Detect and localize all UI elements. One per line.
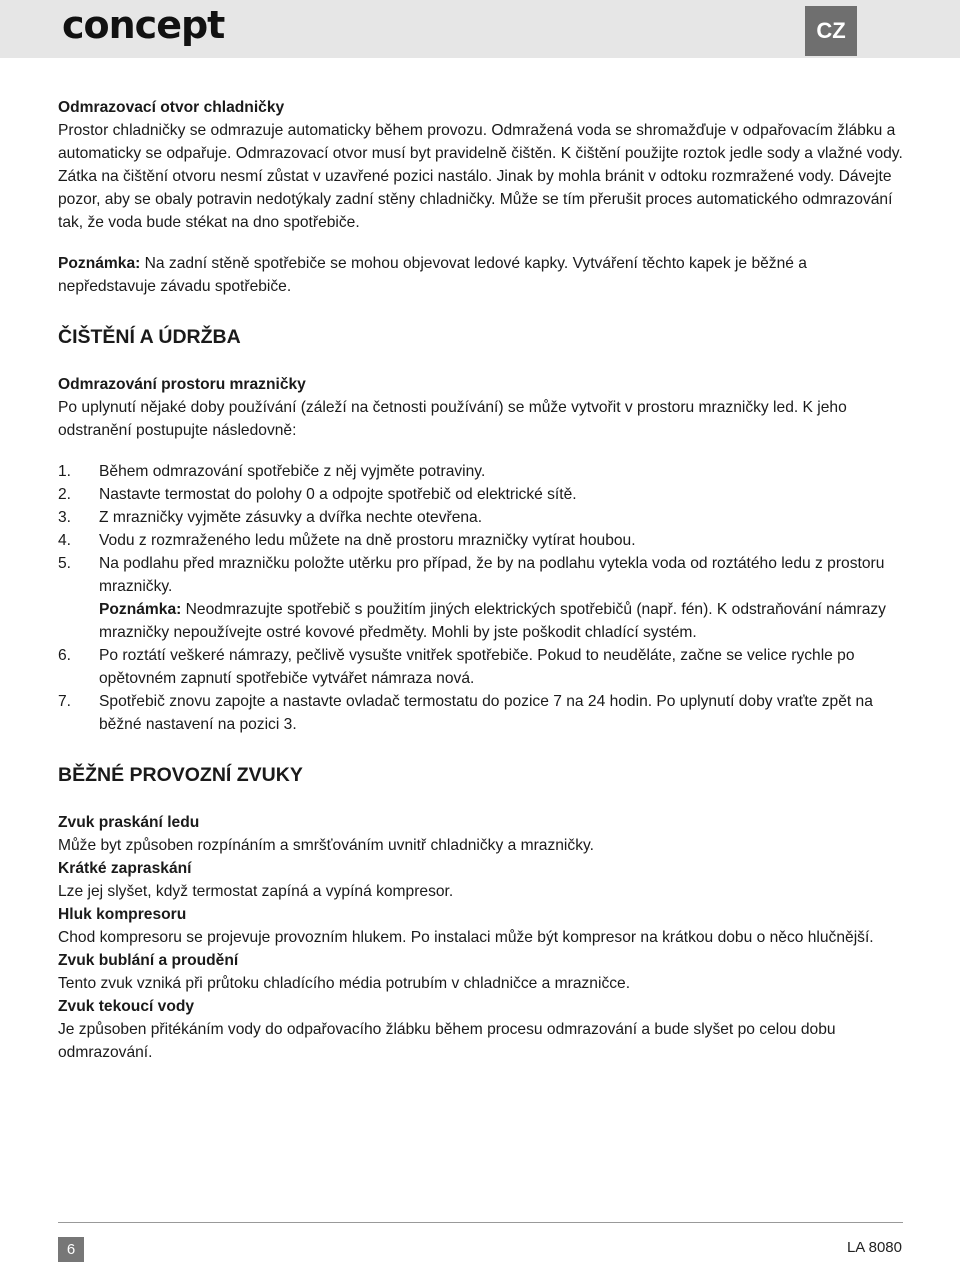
header-bar bbox=[0, 0, 960, 58]
sound-title: Zvuk praskání ledu bbox=[58, 814, 200, 831]
brand-logo: concept bbox=[62, 3, 225, 47]
note-text: Na zadní stěně spotřebiče se mohou objevovat ledové kapky. Vytváření těchto kapek je běžné a nepředstavuje závadu spotřebiče. bbox=[58, 255, 807, 295]
sound-title: Hluk kompresoru bbox=[58, 906, 187, 923]
note-label: Poznámka: bbox=[99, 601, 182, 618]
step-text: Po roztátí veškeré námrazy, pečlivě vysušte vnitřek spotřebiče. Pokud to neuděláte, začne se velice rychle po opětovném zapnutí spotřebiče vytvářet námraza nová. bbox=[99, 647, 855, 687]
list-item bbox=[58, 552, 903, 644]
sound-title: Zvuk bublání a proudění bbox=[58, 952, 239, 969]
list-item bbox=[58, 644, 903, 690]
section-subtitle: Odmrazovací otvor chladničky bbox=[58, 99, 285, 116]
note-paragraph bbox=[58, 252, 903, 298]
footer-divider bbox=[58, 1222, 903, 1223]
sound-title: Krátké zapraskání bbox=[58, 860, 192, 877]
step-text: Z mrazničky vyjměte zásuvky a dvířka nechte otevřena. bbox=[99, 509, 483, 526]
list-item bbox=[58, 506, 903, 529]
page-number: 6 bbox=[58, 1237, 84, 1262]
step-number: 3. bbox=[58, 509, 72, 526]
step-number: 5. bbox=[58, 555, 72, 572]
list-item bbox=[58, 690, 903, 736]
sound-text: Tento zvuk vzniká při průtoku chladícího média potrubím v chladničce a mrazničce. bbox=[58, 975, 631, 992]
sound-text: Je způsoben přitékáním vody do odpařovacího žlábku během procesu odmrazování a bude slyšet po celou dobu odmrazování. bbox=[58, 1021, 836, 1061]
note-label: Poznámka: bbox=[58, 255, 141, 272]
sound-text: Chod kompresoru se projevuje provozním hlukem. Po instalaci může být kompresor na krátkou dobu o něco hlučnější. bbox=[58, 929, 874, 946]
sound-text: Lze jej slyšet, když termostat zapíná a vypíná kompresor. bbox=[58, 883, 454, 900]
step-number: 7. bbox=[58, 693, 72, 710]
step-text: Na podlahu před mrazničku položte utěrku pro případ, že by na podlahu vytekla voda od roztátého ledu z prostoru mrazničky. bbox=[99, 555, 885, 595]
section-heading: ČIŠTĚNÍ A ÚDRŽBA bbox=[58, 326, 241, 348]
step-text: Během odmrazování spotřebiče z něj vyjměte potraviny. bbox=[99, 463, 486, 480]
section-subtitle: Odmrazování prostoru mrazničky bbox=[58, 376, 306, 393]
paragraph: Prostor chladničky se odmrazuje automaticky během provozu. Odmražená voda se shromažďuje v odpařovacím žlábku a automaticky se odpařuje. Odmrazovací otvor musí byt pravidelně čištěn. K čištění použijte roztok jedle sody a vlažné vody. bbox=[58, 122, 903, 162]
step-text: Vodu z rozmraženého ledu můžete na dně prostoru mrazničky vytírat houbou. bbox=[99, 532, 636, 549]
sound-title: Zvuk tekoucí vody bbox=[58, 998, 195, 1015]
step-text: Nastavte termostat do polohy 0 a odpojte spotřebič od elektrické sítě. bbox=[99, 486, 577, 503]
step-number: 6. bbox=[58, 647, 72, 664]
step-number: 2. bbox=[58, 486, 72, 503]
section-heading: BĚŽNÉ PROVOZNÍ ZVUKY bbox=[58, 764, 303, 786]
paragraph: Zátka na čištění otvoru nesmí zůstat v uzavřené pozici nastálo. Jinak by mohla bránit v odtoku rozmražené vody. Dávejte pozor, aby se obaly potravin nedotýkaly zadní stěny chladničky. Může se tím přerušit proces automatického odmrazování tak, že voda bude stékat na dno spotřebiče. bbox=[58, 168, 893, 231]
list-item bbox=[58, 483, 903, 506]
step-number: 1. bbox=[58, 463, 72, 480]
manual-content bbox=[58, 96, 903, 1064]
step-text: Spotřebič znovu zapojte a nastavte ovladač termostatu do pozice 7 na 24 hodin. Po uplynutí doby vraťte zpět na běžné nastavení na pozici 3. bbox=[99, 693, 873, 733]
note-text: Neodmrazujte spotřebič s použitím jiných elektrických spotřebičů (např. fén). K odstraňování námrazy mrazničky nepoužívejte ostré kovové předměty. Mohli by jste poškodit chladící systém. bbox=[99, 601, 886, 641]
model-number: LA 8080 bbox=[846, 1239, 902, 1256]
paragraph: Po uplynutí nějaké doby používání (záleží na četnosti používání) se může vytvořit v prostoru mrazničky led. K jeho odstranění postupujte následovně: bbox=[58, 399, 847, 439]
list-item bbox=[58, 529, 903, 552]
sound-text: Může byt způsoben rozpínáním a smršťováním uvnitř chladničky a mrazničky. bbox=[58, 837, 594, 854]
steps-list bbox=[58, 460, 903, 736]
list-item bbox=[58, 460, 903, 483]
language-badge: CZ bbox=[805, 6, 857, 56]
step-number: 4. bbox=[58, 532, 72, 549]
